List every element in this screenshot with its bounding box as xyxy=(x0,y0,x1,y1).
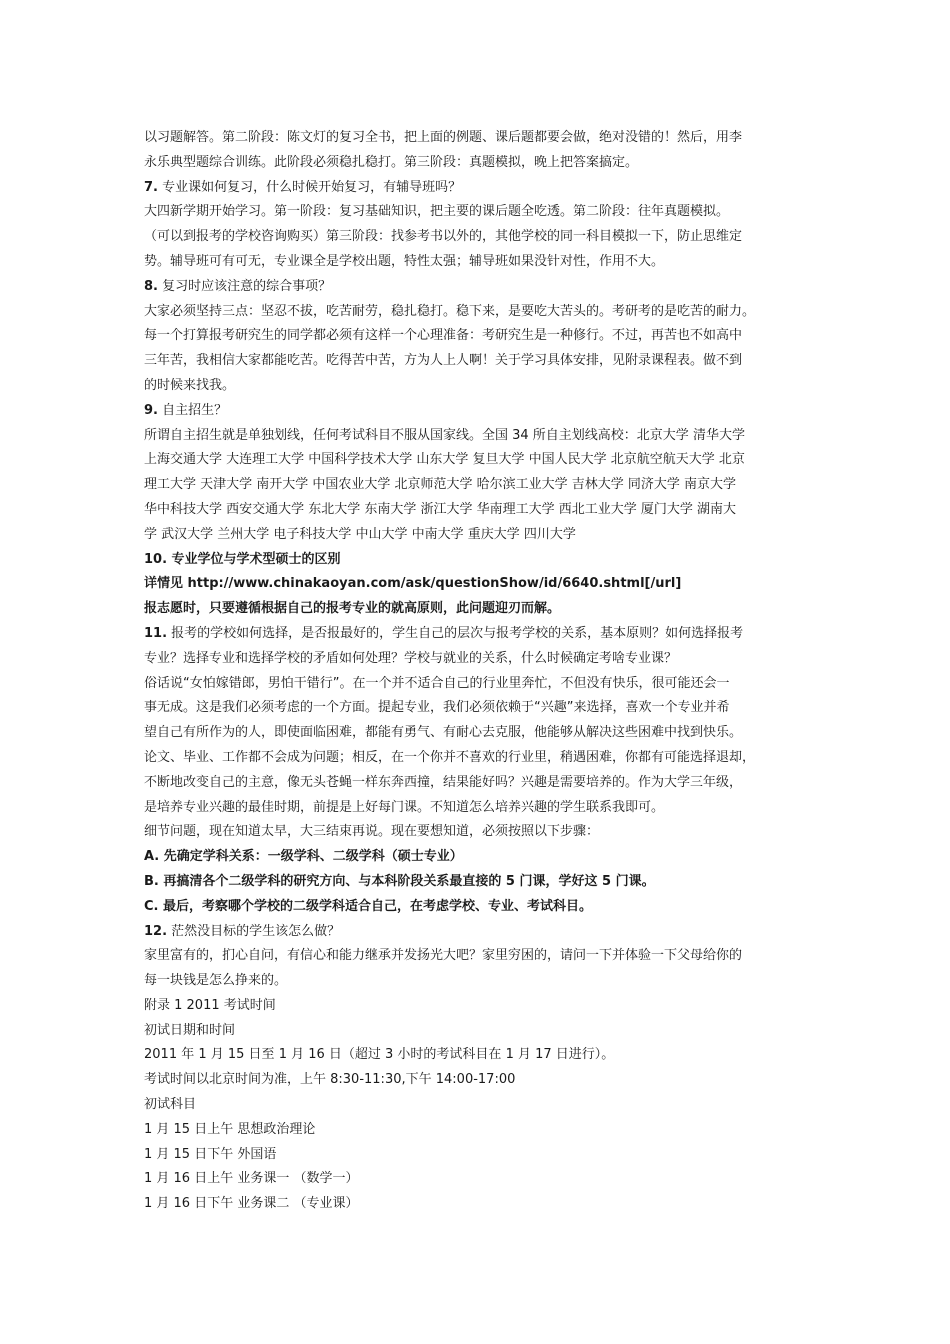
text-line xyxy=(144,300,812,325)
line-text: 三年苦，我相信大家都能吃苦。吃得苦中苦，方为人上人啊！关于学习具体安排，见附录课程表。做不到 xyxy=(144,353,743,369)
question-heading xyxy=(144,176,812,201)
text-line xyxy=(144,1118,812,1143)
question-heading xyxy=(144,275,812,300)
text-line xyxy=(144,200,812,225)
text-line xyxy=(144,473,812,498)
line-text: 论文、毕业、工作都不会成为问题；相反，在一个你并不喜欢的行业里，稍遇困难，你都有可能选择退却， xyxy=(144,749,756,765)
bold-line xyxy=(144,597,812,622)
line-text: 理工大学 天津大学 南开大学 中国农业大学 北京师范大学 哈尔滨工业大学 吉林大学 同济大学 南京大学 xyxy=(144,477,737,493)
line-text: 的时候来找我。 xyxy=(144,377,236,393)
text-line xyxy=(144,151,812,176)
text-line xyxy=(144,672,812,697)
text-line xyxy=(144,721,812,746)
line-text: 茫然没目标的学生该怎么做？ xyxy=(167,923,341,939)
text-line xyxy=(144,225,812,250)
line-text: 初试日期和时间 xyxy=(144,1022,236,1038)
line-text: 每一块钱是怎么挣来的。 xyxy=(144,973,288,989)
line-text: 以习题解答。第二阶段：陈文灯的复习全书，把上面的例题、课后题都要会做，绝对没错的！然后，用李 xyxy=(144,130,743,145)
question-heading xyxy=(144,622,812,647)
line-text: B. 再搞清各个二级学科的研究方向、与本科阶段关系最直接的 5 门课，学好这 5 门课。 xyxy=(144,873,655,889)
question-number: 7. xyxy=(144,179,158,195)
line-text: （可以到报考的学校咨询购买）第三阶段：找参考书以外的，其他学校的同一科目模拟一下，防止思维定 xyxy=(144,229,743,245)
text-line xyxy=(144,994,812,1019)
question-number: 12. xyxy=(144,923,168,939)
line-text: 附录 1 2011 考试时间 xyxy=(144,997,276,1013)
line-text: 初试科目 xyxy=(144,1097,197,1113)
text-line xyxy=(144,796,812,821)
line-text: 2011 年 1 月 15 日至 1 月 16 日（超过 3 小时的考试科目在 1 月 17 日进行）。 xyxy=(144,1047,615,1063)
text-line xyxy=(144,969,812,994)
line-text: 学 武汉大学 兰州大学 电子科技大学 中山大学 中南大学 重庆大学 四川大学 xyxy=(144,526,576,542)
line-text: 1 月 16 日上午 业务课一 （数学一） xyxy=(144,1171,359,1187)
line-text: 大四新学期开始学习。第一阶段：复习基础知识，把主要的课后题全吃透。第二阶段：往年真题模拟。 xyxy=(144,204,730,220)
text-line xyxy=(144,498,812,523)
line-text: 10. 专业学位与学术型硕士的区别 xyxy=(144,551,341,567)
text-line xyxy=(144,944,812,969)
line-text: A. 先确定学科关系：一级学科、二级学科（硕士专业） xyxy=(144,849,463,865)
text-line xyxy=(144,647,812,672)
text-line xyxy=(144,820,812,845)
text-line xyxy=(144,1019,812,1044)
line-text: 专业？选择专业和选择学校的矛盾如何处理？学校与就业的关系，什么时候确定考啥专业课？ xyxy=(144,650,678,666)
line-text: 专业课如何复习，什么时候开始复习，有辅导班吗？ xyxy=(157,179,462,195)
text-line xyxy=(144,1192,812,1217)
question-heading xyxy=(144,920,812,945)
bold-line xyxy=(144,845,812,870)
line-text: 俗话说“女怕嫁错郎，男怕干错行”。在一个并不适合自己的行业里奔忙，不但没有快乐，很可能还会一 xyxy=(144,675,730,691)
line-text: 1 月 15 日下午 外国语 xyxy=(144,1146,277,1162)
line-text: 详情见 http://www.chinakaoyan.com/ask/questionShow/id/6640.shtml[/url] xyxy=(144,576,682,592)
bold-line xyxy=(144,870,812,895)
line-text: 报志愿时，只要遵循根据自己的报考专业的就高原则，此问题迎刃而解。 xyxy=(144,601,561,617)
line-text: 势。辅导班可有可无，专业课全是学校出题，特性太强；辅导班如果没针对性，作用不大。 xyxy=(144,253,665,269)
line-text: 细节问题，现在知道太早，大三结束再说。现在要想知道，必须按照以下步骤： xyxy=(144,824,600,840)
text-line xyxy=(144,1043,812,1068)
line-text: 考试时间以北京时间为准，上午 8:30-11:30,下午 14:00-17:00 xyxy=(144,1072,516,1088)
question-number: 11. xyxy=(144,625,168,641)
text-line xyxy=(144,374,812,399)
bold-line xyxy=(144,572,812,597)
document-body xyxy=(144,126,812,1217)
line-text: 所谓自主招生就是单独划线，任何考试科目不服从国家线。全国 34 所自主划线高校：北京大学 清华大学 xyxy=(144,427,745,443)
bold-line xyxy=(144,895,812,920)
line-text: 1 月 16 日下午 业务课二 （专业课） xyxy=(144,1196,359,1212)
text-line xyxy=(144,1068,812,1093)
line-text: 上海交通大学 大连理工大学 中国科学技术大学 山东大学 复旦大学 中国人民大学 北京航空航天大学 北京 xyxy=(144,452,745,468)
line-text: 复习时应该注意的综合事项？ xyxy=(157,278,332,294)
text-line xyxy=(144,1143,812,1168)
line-text: 望自己有所作为的人，即使面临困难，都能有勇气、有耐心去克服，他能够从解决这些困难中找到快乐。 xyxy=(144,725,743,741)
line-text: 每一个打算报考研究生的同学都必须有这样一个心理准备：考研究生是一种修行。不过，再苦也不如高中 xyxy=(144,328,743,344)
line-text: 不断地改变自己的主意，像无头苍蝇一样东奔西撞，结果能好吗？兴趣是需要培养的。作为大学三年级， xyxy=(144,774,743,790)
line-text: 永乐典型题综合训练。此阶段必须稳扎稳打。第三阶段：真题模拟，晚上把答案搞定。 xyxy=(144,154,639,170)
bold-line xyxy=(144,548,812,573)
text-line xyxy=(144,1093,812,1118)
question-number: 8. xyxy=(144,278,158,294)
text-line xyxy=(144,424,812,449)
text-line xyxy=(144,324,812,349)
line-text: 是培养专业兴趣的最佳时期，前提是上好每门课。不知道怎么培养兴趣的学生联系我即可。 xyxy=(144,799,665,815)
line-text: C. 最后，考察哪个学校的二级学科适合自己，在考虑学校、专业、考试科目。 xyxy=(144,898,593,914)
question-number: 9. xyxy=(144,402,158,418)
line-text: 家里富有的，扪心自问，有信心和能力继承并发扬光大吧？家里穷困的，请问一下并体验一下父母给你的 xyxy=(144,948,743,964)
text-line xyxy=(144,696,812,721)
text-line xyxy=(144,448,812,473)
line-text: 报考的学校如何选择，是否报最好的，学生自己的层次与报考学校的关系，基本原则？如何选择报考 xyxy=(167,625,744,641)
text-line xyxy=(144,250,812,275)
line-text: 事无成。这是我们必须考虑的一个方面。提起专业，我们必须依赖于“兴趣”来选择，喜欢一个专业并希 xyxy=(144,700,730,716)
question-heading xyxy=(144,399,812,424)
text-line xyxy=(144,523,812,548)
line-text: 大家必须坚持三点：坚忍不拔，吃苦耐劳，稳扎稳打。稳下来，是要吃大苦头的。考研考的是吃苦的耐力。 xyxy=(144,303,756,319)
text-line xyxy=(144,1167,812,1192)
text-line xyxy=(144,771,812,796)
line-text: 自主招生？ xyxy=(157,402,228,418)
line-text: 1 月 15 日上午 思想政治理论 xyxy=(144,1121,316,1137)
text-line xyxy=(144,349,812,374)
text-line xyxy=(144,126,812,151)
text-line xyxy=(144,746,812,771)
line-text: 华中科技大学 西安交通大学 东北大学 东南大学 浙江大学 华南理工大学 西北工业大学 厦门大学 湖南大 xyxy=(144,501,737,517)
